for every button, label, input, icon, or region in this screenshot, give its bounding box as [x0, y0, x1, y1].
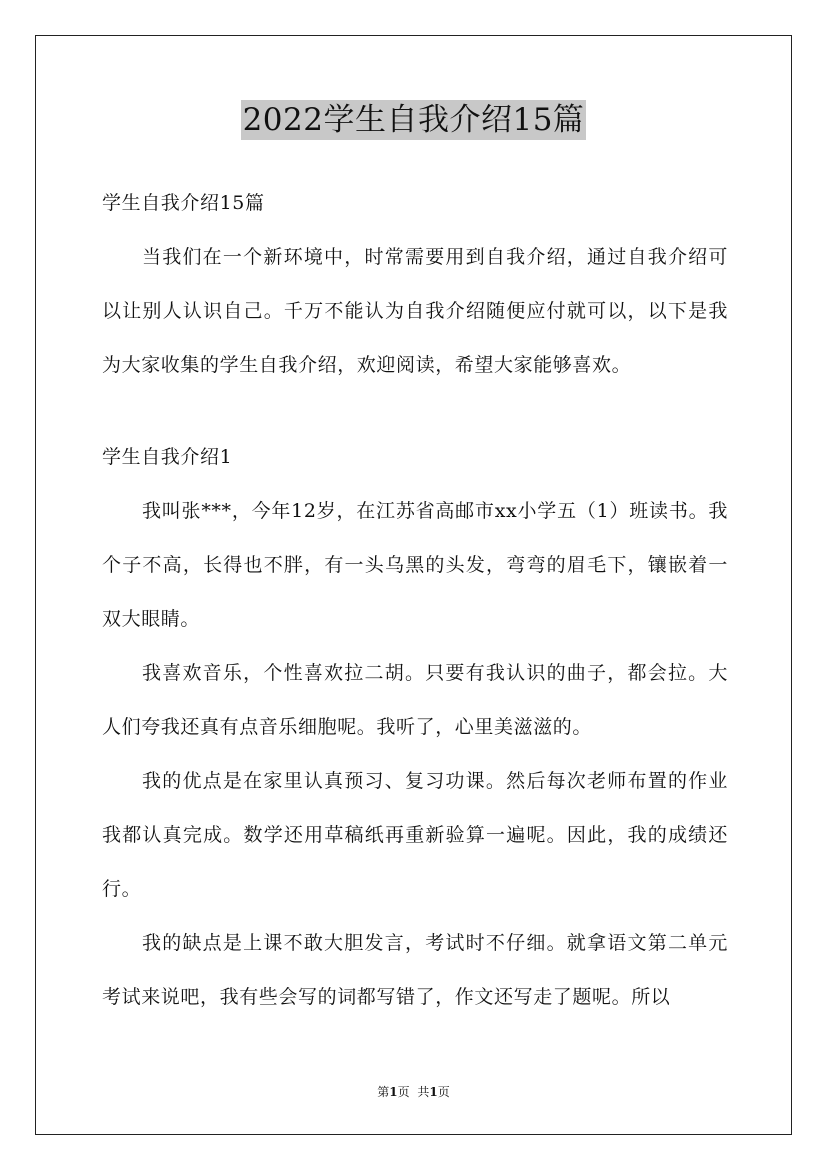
document-body [102, 176, 728, 1024]
page-footer [0, 1084, 827, 1100]
paragraph-spacer [102, 392, 728, 430]
body-paragraph: 我的优点是在家里认真预习、复习功课。然后每次老师布置的作业我都认真完成。数学还用草稿纸再重新验算一遍呢。因此，我的成绩还行。 [102, 770, 728, 900]
body-paragraph: 我叫张***，今年12岁，在江苏省高邮市xx小学五（1）班读书。我个子不高，长得也不胖，有一头乌黑的头发，弯弯的眉毛下，镶嵌着一双大眼睛。 [102, 500, 728, 630]
total-label-prefix: 共 [417, 1085, 430, 1099]
intro-paragraph: 当我们在一个新环境中，时常需要用到自我介绍，通过自我介绍可以让别人认识自己。千万不能认为自我介绍随便应付就可以，以下是我为大家收集的学生自我介绍，欢迎阅读，希望大家能够喜欢。 [102, 246, 728, 376]
section-heading: 学生自我介绍15篇 [102, 192, 265, 214]
total-label-suffix: 页 [437, 1085, 450, 1099]
subsection-heading: 学生自我介绍1 [102, 446, 233, 468]
page-label-suffix: 页 [397, 1085, 410, 1099]
body-paragraph: 我喜欢音乐，个性喜欢拉二胡。只要有我认识的曲子，都会拉。大人们夸我还真有点音乐细胞呢。我听了，心里美滋滋的。 [102, 662, 728, 738]
page-number: 1 [389, 1085, 398, 1099]
body-paragraph: 我的缺点是上课不敢大胆发言，考试时不仔细。就拿语文第二单元考试来说吧，我有些会写的词都写错了，作文还写走了题呢。所以 [102, 932, 728, 1008]
total-pages: 1 [429, 1085, 438, 1099]
document-title-wrapper [0, 100, 827, 140]
document-title: 2022学生自我介绍15篇 [242, 102, 585, 138]
page-label-prefix: 第 [377, 1085, 390, 1099]
